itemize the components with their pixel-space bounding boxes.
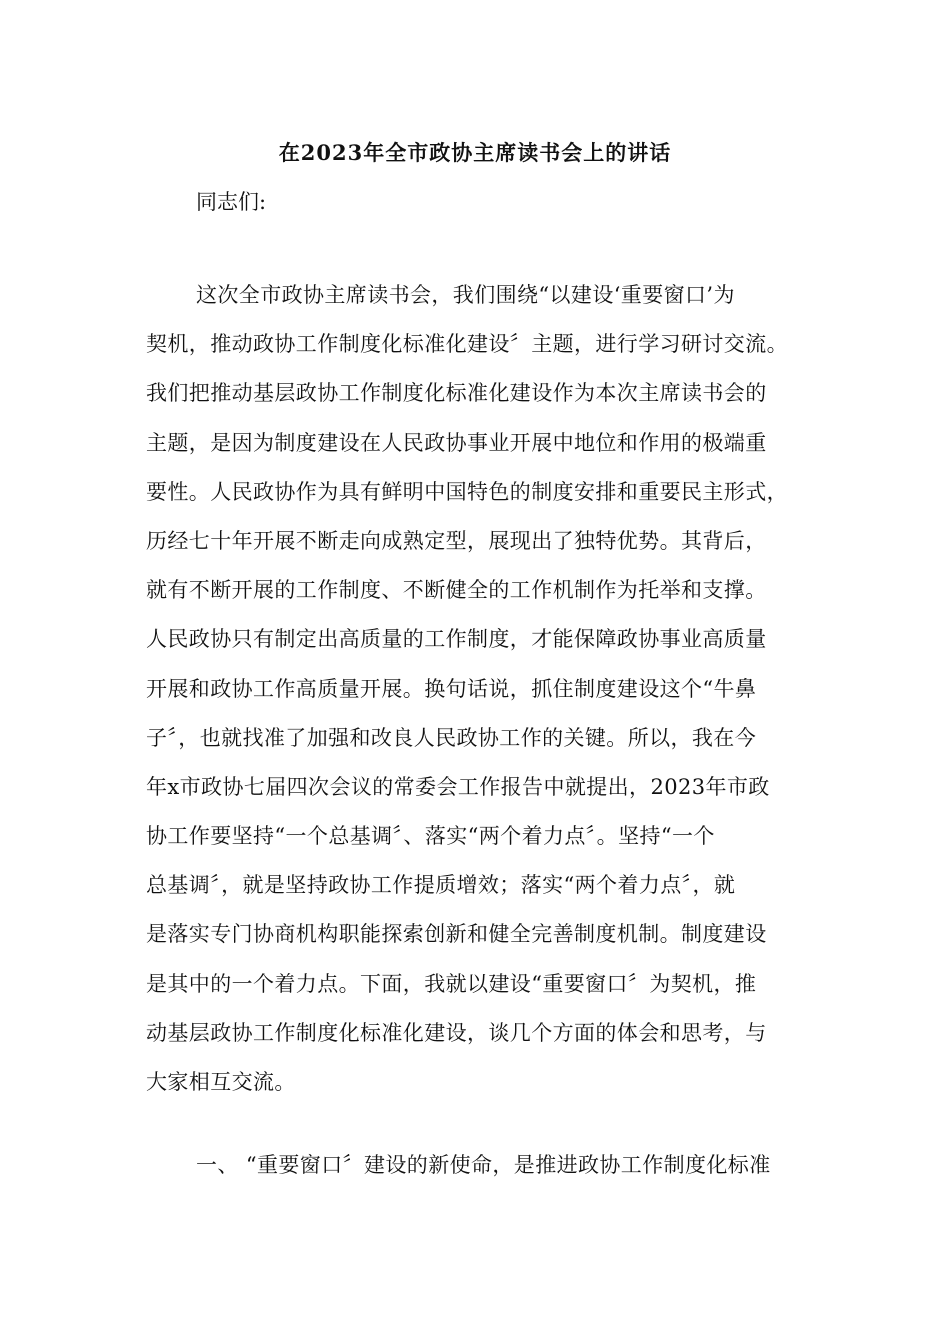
salutation: 同志们: bbox=[196, 190, 267, 214]
section-heading: 一、 “重要窗口〞建设的新使命，是推进政协工作制度化标准 bbox=[196, 1153, 771, 1177]
paragraph-line: 年x市政协七届四次会议的常委会工作报告中就提出，2023年市政 bbox=[146, 774, 770, 799]
document-title: 在2023年全市政协主席读书会上的讲话 bbox=[278, 140, 672, 165]
paragraph-line: 协工作要坚持“一个总基调〞、落实“两个着力点〞。坚持“一个 bbox=[146, 824, 715, 849]
paragraph-line: 这次全市政协主席读书会，我们围绕“以建设‘重要窗口’为 bbox=[196, 283, 735, 307]
paragraph-line: 主题，是因为制度建设在人民政协事业开展中地位和作用的极端重 bbox=[146, 430, 767, 455]
paragraph-line: 开展和政协工作高质量开展。换句话说，抓住制度建设这个“牛鼻 bbox=[146, 676, 757, 701]
paragraph-line: 子〞，也就找准了加强和改良人民政协工作的关键。所以，我在今 bbox=[146, 725, 757, 750]
paragraph-line: 是其中的一个着力点。下面，我就以建设“重要窗口〞为契机，推 bbox=[146, 971, 757, 996]
paragraph-line: 人民政协只有制定出高质量的工作制度，才能保障政协事业高质量 bbox=[146, 627, 767, 652]
paragraph-line: 要性。人民政协作为具有鲜明中国特色的制度安排和重要民主形式， bbox=[146, 479, 788, 504]
paragraph-line: 我们把推动基层政协工作制度化标准化建设作为本次主席读书会的 bbox=[146, 381, 767, 406]
paragraph-line: 历经七十年开展不断走向成熟定型，展现出了独特优势。其背后， bbox=[146, 528, 767, 553]
paragraph-line: 契机，推动政协工作制度化标准化建设〞主题，进行学习研讨交流。 bbox=[146, 332, 788, 357]
paragraph-line: 动基层政协工作制度化标准化建设，谈几个方面的体会和思考，与 bbox=[146, 1020, 767, 1045]
body-paragraph bbox=[146, 271, 806, 1107]
paragraph-line: 大家相互交流。 bbox=[146, 1070, 296, 1094]
paragraph-line: 就有不断开展的工作制度、不断健全的工作机制作为托举和支撑。 bbox=[146, 578, 767, 603]
paragraph-line: 总基调〞，就是坚持政协工作提质增效；落实“两个着力点〞，就 bbox=[146, 873, 736, 898]
paragraph-line: 是落实专门协商机构职能探索创新和健全完善制度机制。制度建设 bbox=[146, 922, 767, 947]
